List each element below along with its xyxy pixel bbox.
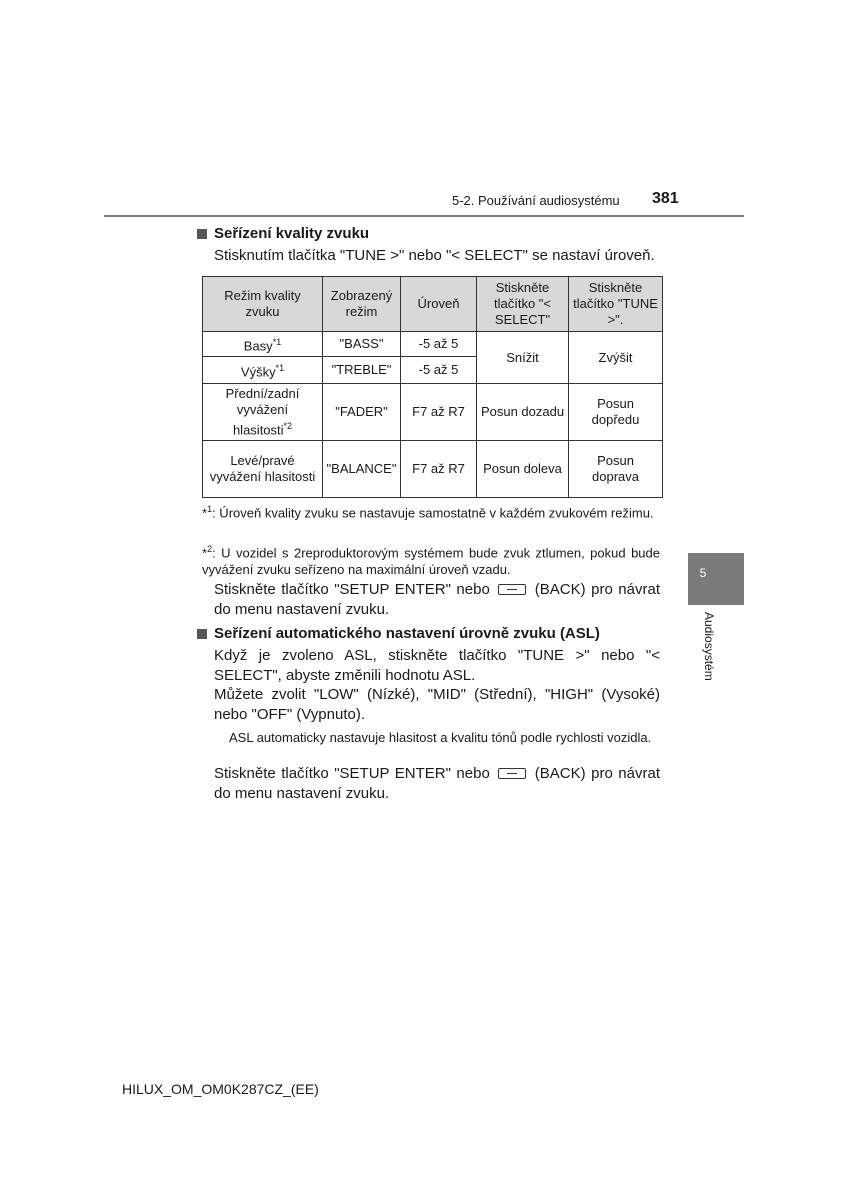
table-cell-tune-action: Zvýšit — [569, 332, 663, 384]
back-instruction-start: Stiskněte tlačítko "SETUP ENTER" nebo — [214, 765, 490, 782]
footnote-star: * — [202, 505, 208, 521]
section-title-text: Seřízení automatického nastavení úrovně zvuku (ASL) — [214, 625, 600, 642]
mode-label: Výšky — [240, 364, 276, 380]
table-cell-display: "BALANCE" — [323, 441, 401, 498]
asl-paragraph-1: Když je zvoleno ASL, stiskněte tlačítko "TUNE >" nebo "< SELECT", abyste změnili hodnotu ASL. — [214, 647, 660, 684]
table-row — [203, 384, 663, 441]
back-instruction-end: (BACK) pro návrat do menu nastavení zvuku. — [214, 581, 660, 618]
table-header-cell: Stiskněte tlačítko "< SELECT" — [477, 277, 569, 332]
asl-paragraph-2: Můžete zvolit "LOW" (Nízké), "MID" (Střední), "HIGH" (Vysoké) nebo "OFF" (Vypnuto). — [214, 686, 660, 723]
table-cell-level: F7 až R7 — [401, 441, 477, 498]
back-button-icon — [498, 768, 526, 779]
table-cell-display: "FADER" — [323, 384, 401, 441]
table-cell-display: "TREBLE" — [323, 357, 401, 384]
back-instruction-start: Stiskněte tlačítko "SETUP ENTER" nebo — [214, 581, 490, 598]
table-cell-display: "BASS" — [323, 332, 401, 357]
footer-code: HILUX_OM_OM0K287CZ_(EE) — [122, 1081, 319, 1097]
table-cell-level: -5 až 5 — [401, 357, 477, 384]
table-cell-select-action: Posun doleva — [477, 441, 569, 498]
square-bullet-icon — [197, 229, 207, 239]
footnote-mark: *1 — [272, 336, 282, 347]
table-row — [203, 441, 663, 498]
table-header-cell: Stiskněte tlačítko "TUNE >". — [569, 277, 663, 332]
page-number: 381 — [652, 190, 679, 207]
table-cell-select-action: Snížit — [477, 332, 569, 384]
table-row — [203, 332, 663, 357]
footnote-1 — [202, 501, 660, 521]
table-cell-mode — [203, 332, 323, 357]
table-cell-mode — [203, 384, 323, 441]
table-cell-tune-action: Posun dopředu — [569, 384, 663, 441]
table-header-row — [203, 277, 663, 332]
table-header-cell: Režim kvality zvuku — [203, 277, 323, 332]
section-breadcrumb: 5-2. Používání audiosystému — [452, 193, 620, 208]
section-title-text: Seřízení kvality zvuku — [214, 225, 370, 242]
back-button-icon — [498, 584, 526, 595]
table-header-cell: Zobrazený režim — [323, 277, 401, 332]
chapter-tab-number: 5 — [699, 566, 707, 580]
table-cell-level: -5 až 5 — [401, 332, 477, 357]
footnote-mark: *1 — [275, 362, 285, 373]
mode-label: Basy — [243, 338, 273, 354]
footnote-number: 1 — [207, 504, 213, 514]
chapter-tab-label: Audiosystém — [702, 612, 716, 681]
mode-label: Přední/zadní vyvážení hlasitosti — [225, 385, 300, 438]
footnote-2 — [202, 541, 660, 578]
table-cell-level: F7 až R7 — [401, 384, 477, 441]
footnote-text: : U vozidel s 2reproduktorovým systémem bude zvuk ztlumen, pokud bude vyvážení zvuku seřízeno na maximální úroveň vzadu. — [202, 545, 660, 578]
table-cell-mode — [203, 357, 323, 384]
table-cell-select-action: Posun dozadu — [477, 384, 569, 441]
header-divider — [104, 215, 744, 217]
table-cell-mode: Levé/pravé vyvážení hlasitosti — [203, 441, 323, 498]
back-instruction-end: (BACK) pro návrat do menu nastavení zvuku. — [214, 765, 660, 802]
table-header-cell: Úroveň — [401, 277, 477, 332]
section-title-sound-quality — [197, 225, 369, 242]
section-title-asl — [197, 625, 600, 642]
footnote-text: : Úroveň kvality zvuku se nastavuje samostatně v každém zvukovém režimu. — [212, 505, 654, 521]
back-instruction — [214, 764, 660, 804]
back-instruction — [214, 580, 660, 620]
sound-quality-table — [202, 276, 663, 498]
table-cell-tune-action: Posun doprava — [569, 441, 663, 498]
asl-note: ASL automaticky nastavuje hlasitost a kvalitu tónů podle rychlosti vozidla. — [229, 730, 652, 745]
footnote-mark: *2 — [283, 420, 293, 431]
footnote-number: 2 — [207, 544, 213, 554]
footnote-star: * — [202, 545, 208, 561]
square-bullet-icon — [197, 629, 207, 639]
section-intro: Stisknutím tlačítka "TUNE >" nebo "< SELECT" se nastaví úroveň. — [214, 247, 655, 264]
